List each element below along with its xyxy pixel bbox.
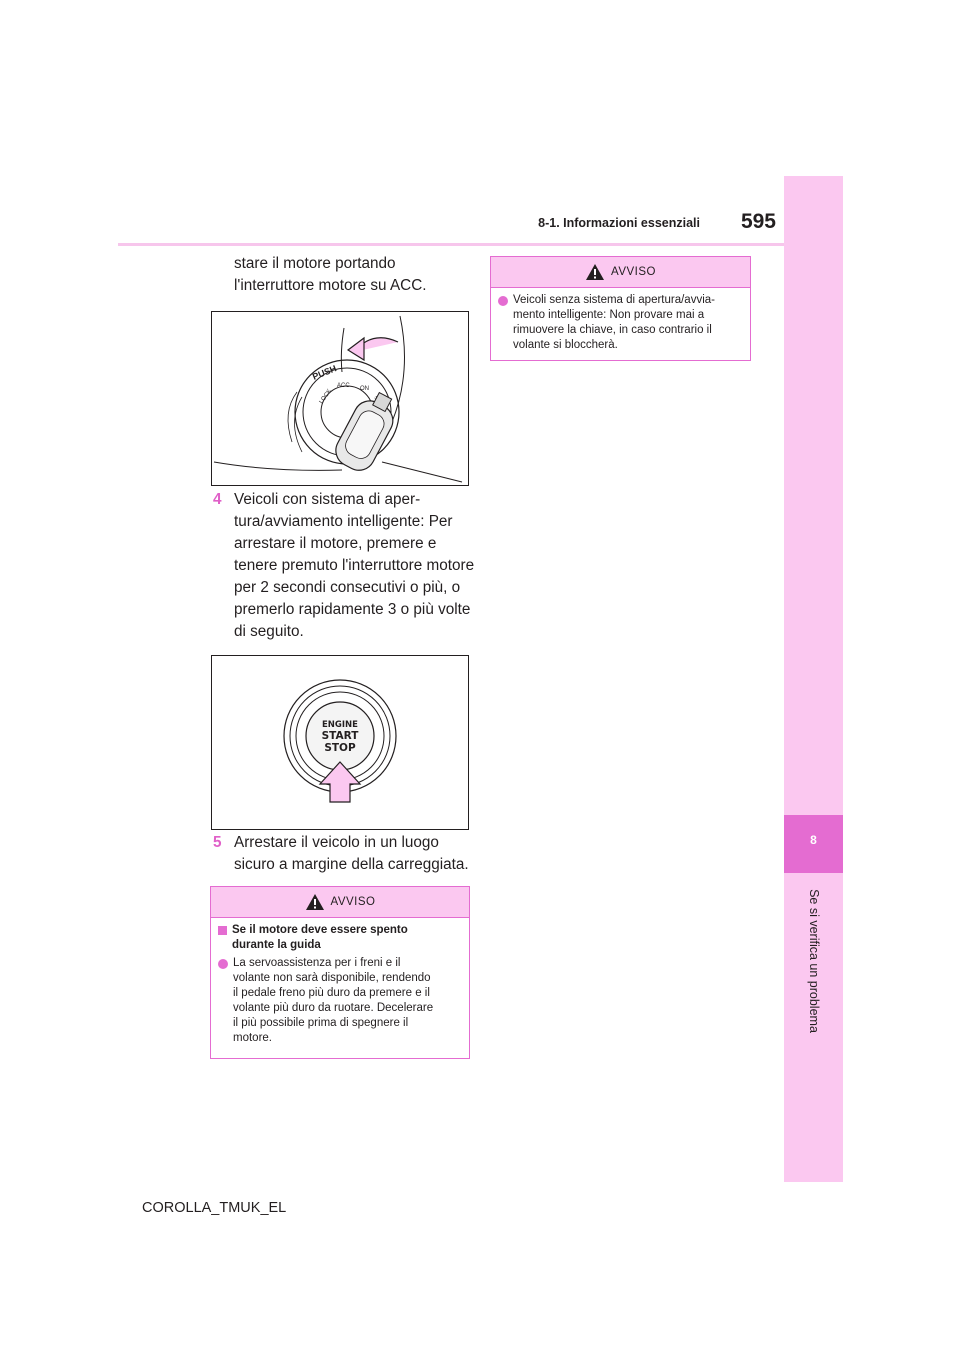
warning-line: il pedale freno più duro da premere e il xyxy=(233,987,430,999)
warning-line: volante più duro da ruotare. Decelerare xyxy=(233,1002,434,1014)
key-icon xyxy=(330,386,403,475)
push-label: PUSH xyxy=(311,363,338,382)
warning-line: mento intelligente: Non provare mai a xyxy=(513,309,705,321)
warning-line: il più possibile prima di spegnere il xyxy=(233,1017,409,1029)
warning-header xyxy=(211,887,469,918)
step-line: tenere premuto l'interruttore motore xyxy=(234,557,475,574)
circle-bullet-icon xyxy=(218,959,228,969)
header-rule xyxy=(118,243,784,246)
warning-line: volante non sarà disponibile, rendendo xyxy=(233,972,431,984)
warning-line: Veicoli senza sistema di apertura/avvia- xyxy=(513,294,715,306)
warning-triangle-icon xyxy=(305,893,325,911)
intro-line: l'interruttore motore su ACC. xyxy=(234,277,427,294)
intro-line: stare il motore portando xyxy=(234,255,396,272)
ignition-key-figure xyxy=(211,311,469,486)
warning-text-item xyxy=(218,956,463,1046)
warning-line: La servoassistenza per i freni e il xyxy=(233,957,401,969)
ignition-key-illustration xyxy=(212,312,468,485)
warning-line: rimuovere la chiave, in caso contrario il xyxy=(513,324,712,336)
stop-label: STOP xyxy=(324,742,356,754)
lock-label: LOCK xyxy=(318,388,334,406)
warning-header xyxy=(491,257,750,288)
acc-label: ACC xyxy=(337,383,350,389)
warning-triangle-icon xyxy=(585,263,605,281)
page-number: 595 xyxy=(740,210,776,233)
chapter-number: 8 xyxy=(810,833,817,847)
warning-heading-line: Se il motore deve essere spento xyxy=(232,924,408,936)
step-number: 5 xyxy=(213,834,222,851)
intro-text xyxy=(234,253,474,297)
step-line: premerlo rapidamente 3 o più volte xyxy=(234,601,471,618)
warning-box-key-removal xyxy=(490,256,751,361)
model-code: COROLLA_TMUK_EL xyxy=(142,1200,287,1216)
warning-box-engine-off xyxy=(210,886,470,1059)
chapter-title-wrap xyxy=(784,880,843,1040)
warning-heading-item xyxy=(218,923,463,953)
step-4 xyxy=(213,489,475,643)
chapter-title: Se si verifica un problema xyxy=(806,889,821,1033)
step-5 xyxy=(213,832,475,876)
square-bullet-icon xyxy=(218,926,227,935)
step-line: Arrestare il veicolo in un luogo xyxy=(234,834,439,851)
warning-body xyxy=(491,288,750,362)
step-line: di seguito. xyxy=(234,623,304,640)
engine-button-illustration xyxy=(212,656,468,829)
start-label: START xyxy=(321,730,359,742)
step-line: sicuro a margine della carreggiata. xyxy=(234,856,469,873)
warning-label: AVVISO xyxy=(611,266,656,278)
engine-label: ENGINE xyxy=(322,720,358,730)
warning-label: AVVISO xyxy=(330,896,376,908)
on-label: ON xyxy=(360,386,369,392)
step-number: 4 xyxy=(213,491,222,508)
circle-bullet-icon xyxy=(498,296,508,306)
step-line: arrestare il motore, premere e xyxy=(234,535,437,552)
step-line: per 2 secondi consecutivi o più, o xyxy=(234,579,461,596)
step-line: tura/avviamento intelligente: Per xyxy=(234,513,453,530)
warning-line: volante si bloccherà. xyxy=(513,339,618,351)
section-title: 8-1. Informazioni essenziali xyxy=(538,216,700,230)
warning-body xyxy=(211,918,469,1055)
warning-heading-line: durante la guida xyxy=(232,939,321,951)
warning-line: motore. xyxy=(233,1032,272,1044)
warning-text-item xyxy=(498,293,744,353)
step-line: Veicoli con sistema di aper- xyxy=(234,491,421,508)
engine-button-figure xyxy=(211,655,469,830)
